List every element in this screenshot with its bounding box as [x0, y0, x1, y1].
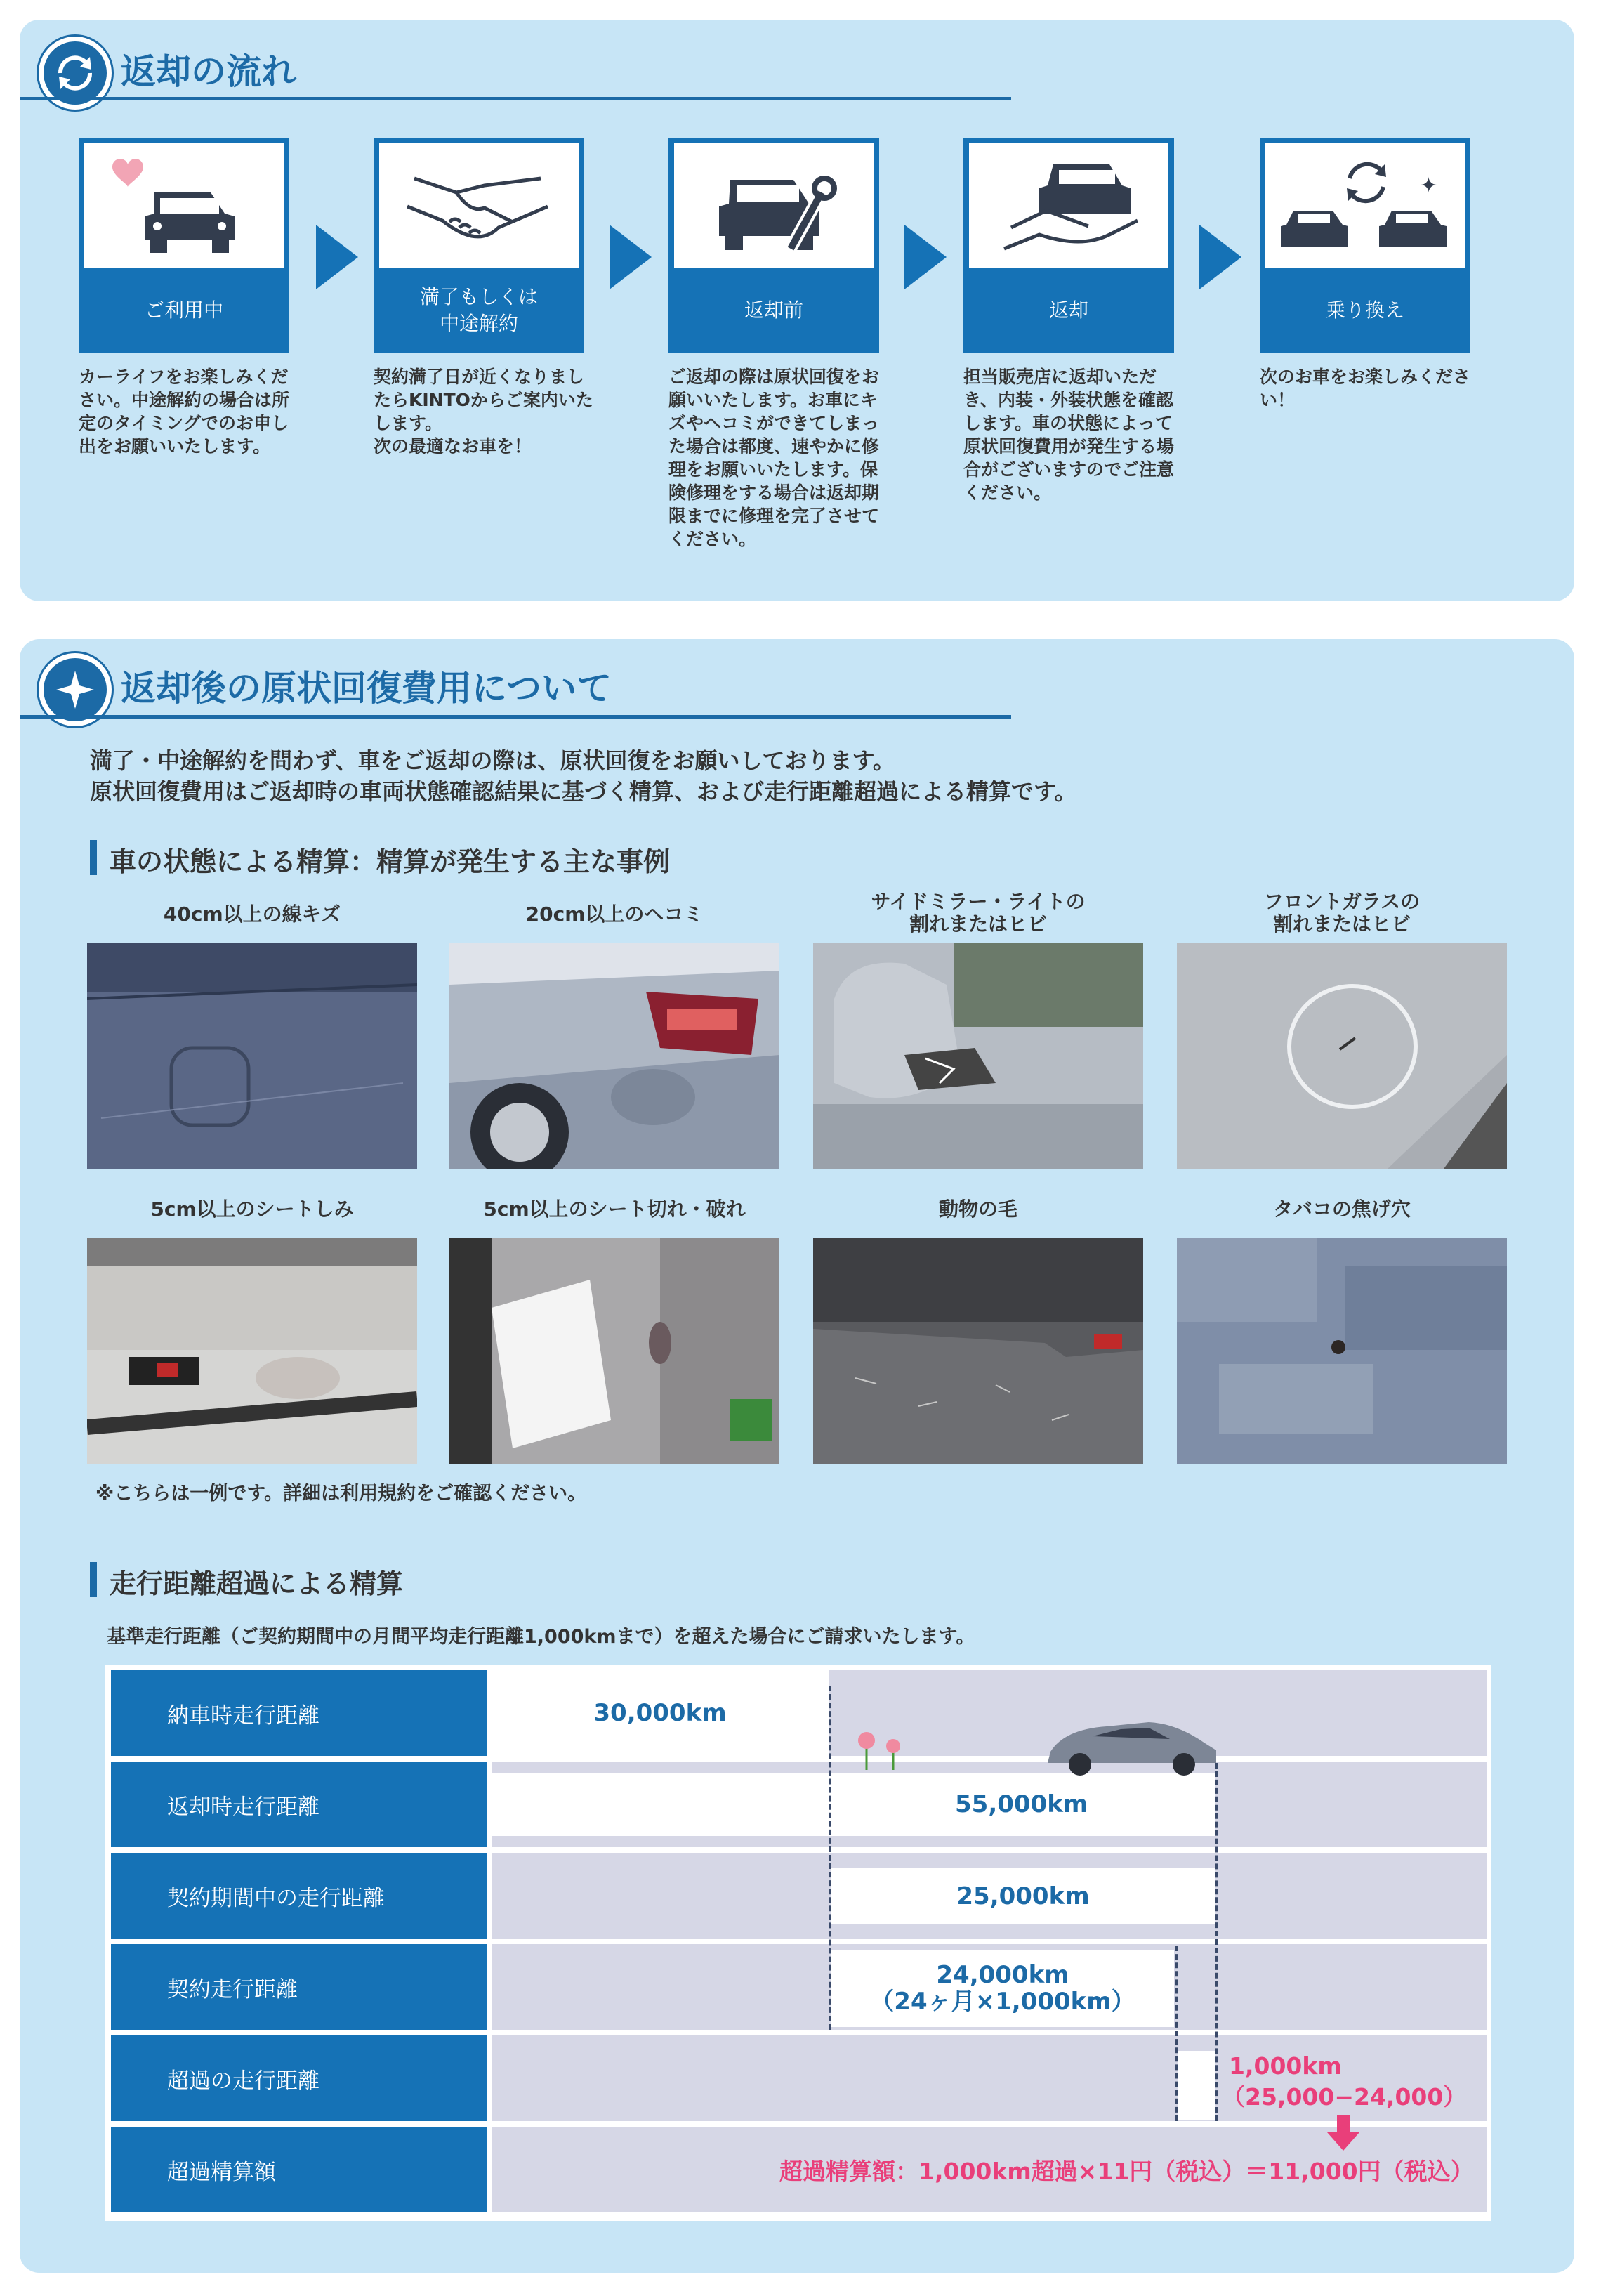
row-label-period: 契約期間中の走行距離	[111, 1853, 487, 1939]
animal-hair-photo	[813, 1238, 1143, 1464]
return-mileage-bar	[492, 1773, 1215, 1836]
flow-step-in-use	[79, 138, 289, 353]
dent-photo	[449, 943, 779, 1169]
flow-arrow	[1199, 225, 1241, 289]
row-label-excess: 超過の走行距離	[111, 2035, 487, 2121]
restoration-rule	[20, 715, 1011, 719]
handshake-icon	[379, 143, 579, 268]
flow-arrow	[904, 225, 947, 289]
row-label-charge: 超過精算額	[111, 2127, 487, 2212]
example-caption: 40cm以上の線キズ	[163, 903, 341, 926]
return-flow-rule	[20, 97, 1011, 100]
period-mileage-value: 25,000km	[956, 1882, 1090, 1910]
example-caption: 5cm以上のシート切れ・破れ	[483, 1198, 746, 1221]
flow-step-label: ご利用中	[144, 299, 223, 322]
contract-mileage-formula: （24ヶ月×1,000km）	[870, 1988, 1135, 2016]
flow-step-before-return	[668, 138, 879, 353]
windshield-crack-photo	[1177, 943, 1507, 1169]
car-hand-icon	[969, 143, 1168, 268]
period-mileage-bar	[831, 1868, 1215, 1924]
flow-step-desc: ご返却の際は原状回復をお願いいたします。お車にキズやヘコミができてしまった場合は都度、速やかに修理をお願いいたします。保険修理をする場合は返却期限までに修理を完了させてください。	[668, 367, 880, 549]
mileage-desc: 基準走行距離（ご契約期間中の月間平均走行距離1,000kmまで）を超えた場合にご請求いたします。	[107, 1626, 975, 1648]
flowers-illustration	[850, 1724, 913, 1773]
restoration-intro-2: 原状回復費用はご返却時の車両状態確認結果に基づく精算、および走行距離超過による精算です。	[90, 778, 1077, 805]
condition-title: 車の状態による精算：精算が発生する主な事例	[110, 846, 671, 877]
example-note: ※こちらは一例です。詳細は利用規約をご確認ください。	[95, 1483, 587, 1504]
delivery-mileage-value: 30,000km	[593, 1699, 727, 1727]
mileage-title: 走行距離超過による精算	[110, 1568, 404, 1599]
flow-step-label: 返却前	[744, 299, 803, 322]
example-caption: タバコの焦げ穴	[1273, 1198, 1411, 1221]
return-flow-title: 返却の流れ	[121, 51, 296, 92]
excess-mileage-bar	[1178, 2051, 1215, 2120]
example-caption: 20cm以上のヘコミ	[525, 903, 704, 926]
car-illustration	[1043, 1708, 1219, 1778]
seat-stain-photo	[87, 1238, 417, 1464]
flow-step-label: 乗り換え	[1325, 299, 1404, 322]
guide-line	[1175, 1946, 1178, 2121]
svg-text:✦: ✦	[1420, 173, 1438, 198]
guide-line	[829, 1686, 831, 2030]
flow-step-desc: 契約満了日が近くなりましたらKINTOからご案内いたします。 次の最適なお車を！	[374, 367, 593, 457]
excess-mileage-value: 1,000km	[1229, 2052, 1342, 2080]
condition-title-bar	[90, 840, 97, 875]
flow-step-switch	[1260, 138, 1470, 353]
seat-tear-photo	[449, 1238, 779, 1464]
mileage-title-bar	[90, 1562, 97, 1597]
flow-arrow	[316, 225, 358, 289]
mirror-crack-photo	[813, 943, 1143, 1169]
contract-mileage-value: 24,000km	[936, 1961, 1069, 1989]
excess-charge-value: 超過精算額：1,000km超過×11円（税込）＝11,000円（税込）	[779, 2158, 1474, 2185]
flow-step-desc: 担当販売店に返却いただき、内装・外装状態を確認します。車の状態によって原状回復費用が発生する場合がございますのでご注意ください。	[963, 367, 1175, 503]
flow-step-desc: 次のお車をお楽しみください！	[1260, 367, 1471, 410]
example-caption: 5cm以上のシートしみ	[150, 1198, 354, 1221]
flow-step-label: 返却	[1048, 299, 1088, 322]
car-swap-icon	[1265, 143, 1465, 268]
example-caption: サイドミラー・ライトの 割れまたはヒビ	[871, 890, 1086, 936]
cigarette-burn-photo	[1177, 1238, 1507, 1464]
flow-step-label: 満了もしくは 中途解約	[419, 285, 538, 335]
return-mileage-value: 55,000km	[955, 1790, 1088, 1818]
row-label-return: 返却時走行距離	[111, 1762, 487, 1847]
delivery-mileage-bar	[492, 1670, 829, 1756]
restoration-intro-1: 満了・中途解約を問わず、車をご返却の際は、原状回復をお願いしております。	[90, 747, 895, 774]
flow-step-contract-end	[374, 138, 584, 353]
row-label-contract: 契約走行距離	[111, 1944, 487, 2030]
scratch-photo	[87, 943, 417, 1169]
contract-mileage-bar	[831, 1950, 1174, 2027]
flow-step-desc: カーライフをお楽しみください。中途解約の場合は所定のタイミングでのお申し出をお願いいたします。	[79, 367, 290, 457]
arrow-down-icon	[1327, 2115, 1359, 2151]
row-label-delivery: 納車時走行距離	[111, 1670, 487, 1756]
guide-line	[1215, 1763, 1218, 2121]
car-wrench-icon	[674, 143, 874, 268]
example-caption: フロントガラスの 割れまたはヒビ	[1263, 890, 1421, 936]
excess-mileage-formula: （25,000−24,000）	[1222, 2083, 1467, 2111]
car-heart-icon	[84, 143, 284, 268]
flow-step-return	[963, 138, 1174, 353]
flow-arrow	[610, 225, 652, 289]
example-caption: 動物の毛	[938, 1198, 1017, 1221]
restoration-title: 返却後の原状回復費用について	[121, 668, 612, 709]
